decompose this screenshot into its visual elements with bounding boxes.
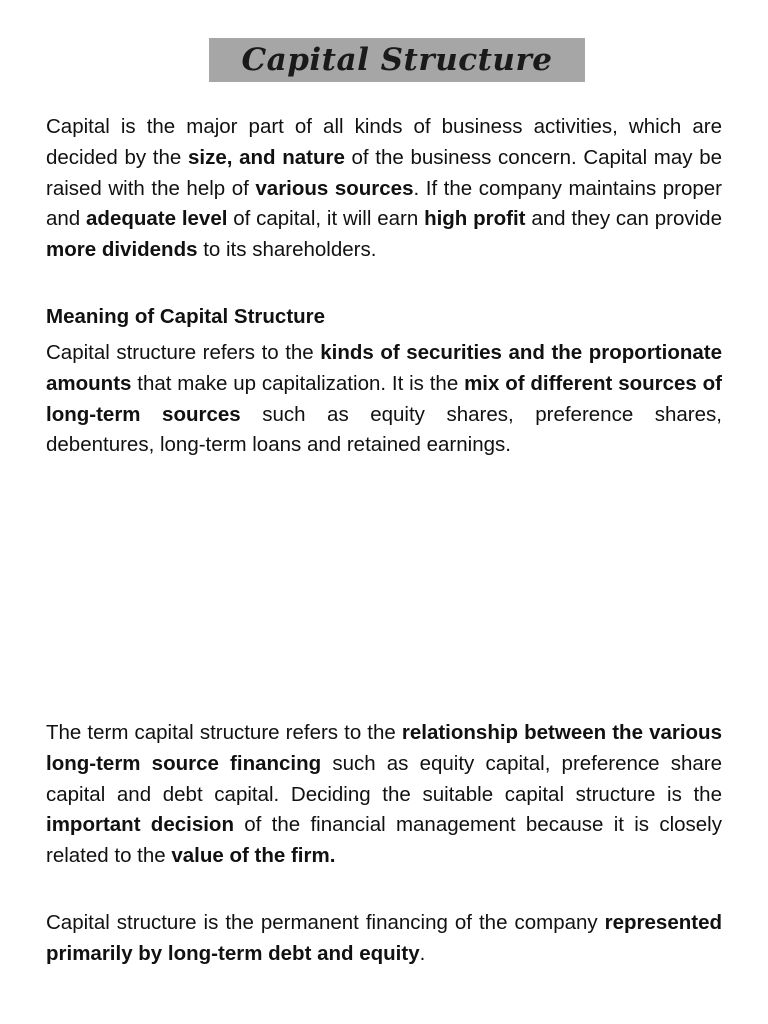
text-run: Capital is the major part of all kinds of business activities, which are decided by the	[46, 115, 722, 169]
text-run: Capital structure refers to the	[46, 341, 321, 364]
meaning-paragraph	[46, 338, 722, 461]
page-title: Capital Structure	[241, 42, 553, 78]
text-run: to its shareholders.	[197, 238, 377, 262]
bold-run: adequate level	[86, 207, 228, 231]
text-run: .	[419, 941, 426, 965]
text-run: of the business concern. Capital may be raised with the help of	[46, 145, 723, 200]
bold-run: represented primarily by long-term debt and equity	[46, 911, 722, 965]
text-run: of the financial management because it is closely related to the	[46, 813, 722, 868]
bold-run: relationship between the various long-term source financing	[46, 721, 722, 775]
text-run: such as equity capital, preference share capital and debt capital. Deciding the suitable capital structure is the	[46, 751, 722, 806]
permanent-financing-paragraph	[46, 908, 722, 970]
text-run: and they can provide	[525, 207, 722, 231]
intro-paragraph	[46, 112, 722, 266]
bold-run: mix of different sources of long-term sources	[46, 371, 723, 426]
section-heading-meaning: Meaning of Capital Structure	[46, 305, 326, 328]
text-run: such as equity shares, preference shares, debentures, long-term loans and retained earnings.	[46, 402, 722, 457]
bold-run: more dividends	[46, 238, 198, 262]
bold-run: high profit	[424, 207, 526, 231]
text-run: of capital, it will earn	[227, 207, 425, 231]
bold-run: size, and nature	[187, 145, 345, 169]
relationship-paragraph	[46, 718, 722, 872]
text-run: . If the company maintains proper and	[46, 176, 722, 231]
text-run: The term capital structure refers to the	[46, 721, 402, 744]
title-banner	[209, 38, 585, 82]
bold-run: important decision	[46, 813, 234, 837]
bold-run: kinds of securities and the proportionate amounts	[46, 341, 722, 395]
bold-run: value of the firm.	[171, 844, 336, 868]
bold-run: various sources	[255, 176, 414, 200]
text-run: Capital structure is the permanent financing of the company	[46, 911, 605, 934]
text-run: that make up capitalization. It is the	[131, 371, 465, 395]
